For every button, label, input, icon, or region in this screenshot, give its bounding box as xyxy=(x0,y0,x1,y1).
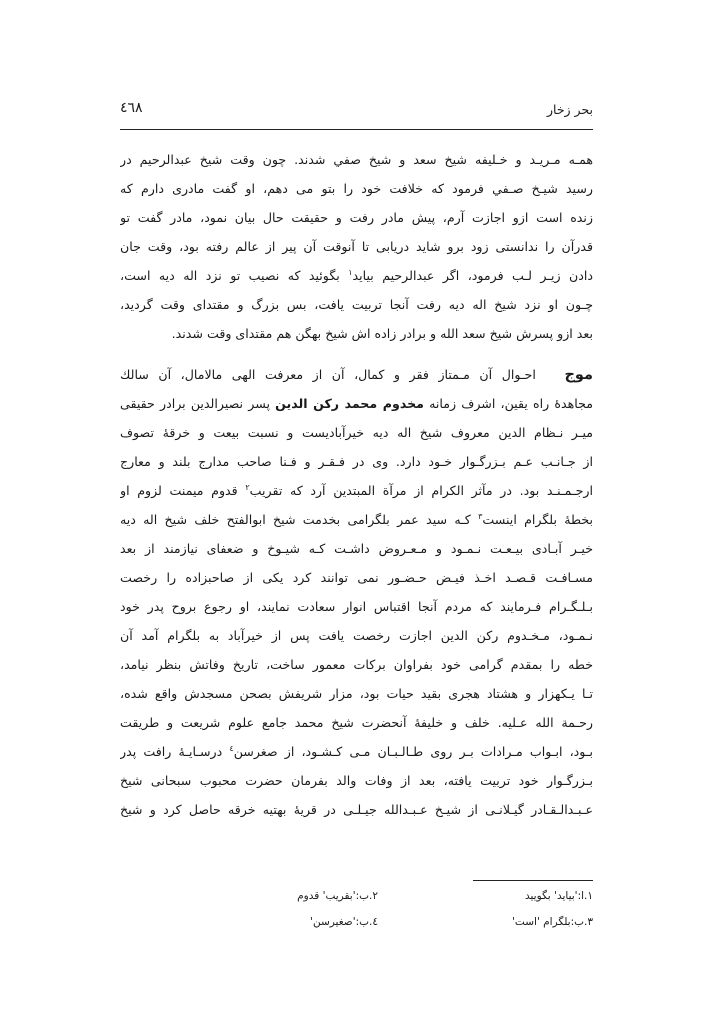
footnote-marker: ٤ xyxy=(229,743,234,753)
footnote-marker: ٢ xyxy=(245,482,250,492)
footnote-1: ١.ا:'بيايد' بگوييد xyxy=(524,890,593,902)
text-line: چـون او نزد شيخ اله ديه رفت آنجا تربيت يافت، بس بزرگ و مقتداى وقت گرديد، xyxy=(120,297,593,312)
bold-name: مخدوم محمد ركن الدين xyxy=(275,396,424,411)
text-span: پسر نصيرالدين برادر حقيقى xyxy=(120,396,270,411)
running-header xyxy=(120,102,593,122)
text-span: مجاهدهٔ راه يقين، اشرف زمانه xyxy=(429,396,593,411)
text-line xyxy=(120,476,593,505)
text-line: عـبـدالـقـادر گيـلانـى از شيـخ عـبـدالله جيـلـى در قريهٔ بهتيه خرقه حاصل كرد و شيخ xyxy=(120,802,593,817)
text-line xyxy=(120,261,593,290)
text-span: احـوال آن مـمتاز فقر و كمال، آن از معرفت الهى مالامال، آن سالك xyxy=(120,367,536,382)
text-line: همـه مـريـد و خـليفه شيخ سعد و شيخ صفي شدند. چون وقت شيخ عبدالرحيم در xyxy=(120,152,593,167)
text-line: نـمـود، مـخـدوم ركن الدين اجازت رخصت يافت پس از خيرآباد به بلگرام آمد آن xyxy=(120,628,593,643)
footnote-marker: ٣ xyxy=(478,511,483,521)
text-line: ميـر نـظام الدين معروف شيخ اله ديه خيرآباديست و نسبت بيعت و خرقهٔ تصوف xyxy=(120,425,593,440)
footnotes xyxy=(120,890,593,942)
text-line xyxy=(120,360,593,389)
text-line: رحـمة الله عـليه. خلف و خليفهٔ آنحضرت شيخ محمد جامع علوم شريعت و طريقت xyxy=(120,715,593,730)
text-span: درسـايـهٔ رافت پدر xyxy=(120,744,223,759)
text-line xyxy=(120,389,593,418)
text-line: قدرآن را ندانستى زود برو شايد دريابى تا آنوقت آن پير از عالم رفته بود، وقت جان xyxy=(120,239,593,254)
text-line: تـا يـكهزار و هشتاد هجرى بقيد حيات بود، مزار شريفش بصحن مسجدش واقع شده، xyxy=(120,686,593,701)
text-span: دادن زيـر لـب فرمود، اگر عبدالرحيم بيايد xyxy=(352,268,593,283)
text-line: بـلـگـرام فـرمايند كه مردم آنجا اقتباس انوار سعادت نمايند، او رجوع بروح پدر خود xyxy=(120,599,593,614)
text-span: بخطهٔ بلگرام اينست xyxy=(482,512,593,527)
footnote-4: ٤.ب:'صغيرسن' xyxy=(310,916,378,928)
text-line: رسيد شيـخ صـفي فرمود كه خلافت خود را بتو مى دهم، او گفت مادرى دارم كه xyxy=(120,181,593,196)
text-span: كـه سيد عمر بلگرامى بخدمت شيخ ابوالفتح خلف شيخ اله ديه xyxy=(120,512,471,527)
text-span: بگوئيد كه نصيب تو نزد اله ديه است، xyxy=(120,268,340,283)
text-line xyxy=(120,505,593,534)
footnote-2: ٢.ب:'بقريب' قدوم xyxy=(297,890,378,902)
page-number: ٤٦٨ xyxy=(120,100,143,116)
text-span: بـود، ابـواب مـرادات بـر روى طـالـبـان مـى كـشـود، از صغرسن xyxy=(233,744,593,759)
text-span: قدوم ميمنت لزوم او xyxy=(120,483,238,498)
text-line: خطه را بمقدم گرامى خود بفراوان بركات معمور ساخت، تاريخ وفاتش بنظر نيامد، xyxy=(120,657,593,672)
text-line xyxy=(120,737,593,766)
book-title: بحر زخار xyxy=(546,102,593,117)
footnote-row xyxy=(120,916,593,942)
text-line: خيـر آبـادى بيـعـت نـمـود و مـعـروض داشـت كـه شيـوخ و ضعفاى نيازمند از بعد xyxy=(120,541,593,556)
paragraph-gap xyxy=(120,348,593,360)
text-line: مسـافـت قـصـد اخـذ فيـض حـضـور نمى توانند كرد يكى از صاحبزاده را رخصت xyxy=(120,570,593,585)
text-line: بعد ازو پسرش شيخ سعد الله و برادر زاده اش شيخ بهگن هم مقتداى وقت شدند. xyxy=(171,326,593,341)
text-line: زنده است ازو اجازت آرم، پيش مادر رفت و حقيقت حال بيان نمود، مادر گفت تو xyxy=(120,210,593,225)
text-line: بـزرگـوار خود تربيت يافته، بعد از وفات والد بفرمان حضرت محبوب سبحانى شيخ xyxy=(120,773,593,788)
text-span: ارجـمـنـد بود. در مآثر الكرام از مرآة المبتدين آرد كه تقريب xyxy=(249,483,593,498)
paragraph-lead-word: موج xyxy=(564,367,593,383)
footnote-marker: ١ xyxy=(348,267,353,277)
text-line: از جـانـب عـم بـزرگـوار خـود دارد. وى در فـقـر و فـنا صاحب مدارج بلند و معارج xyxy=(120,454,593,469)
footnote-rule xyxy=(473,880,593,881)
body-text xyxy=(120,145,593,824)
header-rule xyxy=(120,129,593,130)
footnote-row xyxy=(120,890,593,916)
footnote-3: ٣.ب:بلگرام 'است' xyxy=(512,916,593,928)
